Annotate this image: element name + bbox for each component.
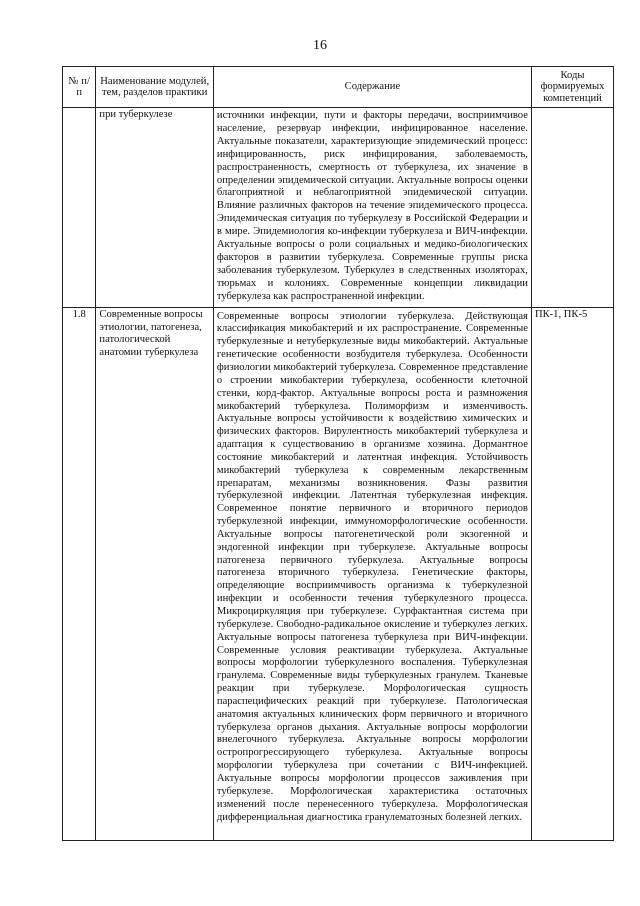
row-number bbox=[63, 108, 96, 308]
row-number: 1.8 bbox=[63, 307, 96, 840]
row-content bbox=[213, 307, 531, 840]
row-codes: ПК-1, ПК-5 bbox=[531, 307, 613, 840]
header-codes: Коды формируемых компетенций bbox=[531, 67, 613, 108]
row-codes bbox=[531, 108, 613, 308]
header-topic: Наименование модулей, тем, разделов практики bbox=[96, 67, 213, 108]
row-content-text: Современные вопросы этиологии туберкулеза. Действующая классификация микобактерий и их распространение. Современные туберкулезные и нетуберкулезные виды микобактерий. Актуальные генетические особенности возбудителя туберкулеза. Особенности физиологии микобактерий туберкулеза. Современное представление о строении микобактерии туберкулеза, особенности клеточной стенки, корд-фактор. Актуальные вопросы роста и размножения микобактерий туберкулеза. Полиморфизм и изменчивость. Актуальные вопросы устойчивости к воздействию химических и физических факторов. Вирулентность микобактерий туберкулеза и адаптация к существованию в организме хозяина. Дормантное состояние микобактерий и латентная инфекция. Устойчивость микобактерий туберкулеза к современным лекарственным препаратам, механизмы возникновения. Фазы развития туберкулезной инфекции. Латентная туберкулезная инфекция. Современное понятие первичного и вторичного периодов туберкулезной инфекции, иммуноморфологические особенности. Актуальные вопросы патогенетической роли экзогенной и эндогенной инфекции при туберкулезе. Актуальные вопросы патогенеза первичного туберкулеза. Актуальные вопросы патогенеза вторичного туберкулеза. Генетические факторы, определяющие восприимчивость организма к туберкулезной инфекции и особенности течения туберкулезного процесса. Микроциркуляция при туберкулезе. Сурфактантная система при туберкулезе. Свободно-радикальное окисление и туберкулез легких. Актуальные вопросы патогенеза туберкулеза при ВИЧ-инфекции. Современные условия реактивации туберкулеза. Актуальные вопросы морфологии туберкулезного воспаления. Туберкулезная гранулема. Современные виды туберкулезных гранулем. Тканевые реакции при туберкулезе. Морфологическая сущность параспецифических реакций при туберкулезе. Патологическая анатомия актуальных клинических форм первичного и вторичного туберкулеза органов дыхания. Актуальные вопросы морфологии внелегочного туберкулеза. Актуальные вопросы морфологии остропрогрессирующего туберкулеза. Актуальные вопросы морфологии туберкулеза при сочетании с ВИЧ-инфекцией. Актуальные вопросы морфологии процессов заживления при туберкулезе. Морфологическая характеристика остаточных изменений после перенесенного туберкулеза. Морфологическая дифференциальная диагностика гранулематозных болезней легких. bbox=[216, 310, 528, 823]
table-row bbox=[63, 108, 614, 308]
row-topic: при туберкулезе bbox=[96, 108, 213, 308]
table-row bbox=[63, 307, 614, 840]
header-content: Содержание bbox=[213, 67, 531, 108]
page-number: 16 bbox=[313, 38, 327, 53]
row-topic: Современные вопросы этиологии, патогенеза, патологической анатомии туберкулеза bbox=[96, 307, 213, 840]
table-header-row bbox=[63, 67, 614, 108]
header-number: № п/п bbox=[63, 67, 96, 108]
row-content bbox=[213, 108, 531, 308]
curriculum-table bbox=[62, 66, 614, 841]
row-content-text: источники инфекции, пути и факторы передачи, восприимчивое население, резервуар инфекции, инфицированное население. Актуальные показатели, характеризующие эпидемический процесс: инфицированность, риск инфицирования, заболеваемость, распространенность, смертность от туберкулеза, их значение в определении эпидемической ситуации. Актуальные вопросы оценки благоприятной и неблагоприятной эпидемической ситуации. Влияние различных факторов на течение эпидемического процесса. Эпидемическая ситуация по туберкулезу в Российской Федерации и в мире. Эпидемиология ко-инфекции туберкулеза и ВИЧ-инфекции. Актуальные вопросы о роли социальных и медико-биологических факторов в развитии туберкулеза. Современные группы риска заболевания туберкулезом. Туберкулез в следственных изоляторах, тюрьмах и колониях. Современные концепции ликвидации туберкулеза как распространенной инфекции. bbox=[216, 110, 528, 302]
